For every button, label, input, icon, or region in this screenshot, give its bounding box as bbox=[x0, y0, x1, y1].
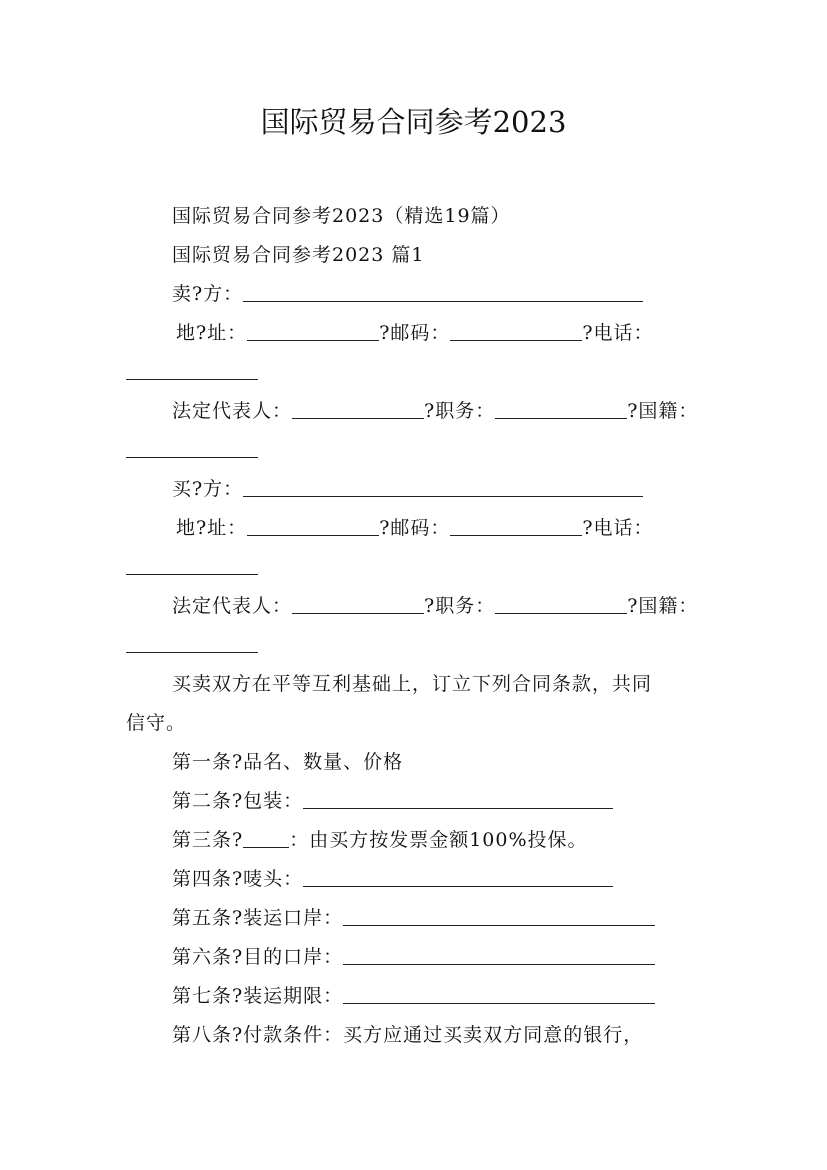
position-label: ?职务： bbox=[424, 595, 496, 617]
article-4-label: 第四条?唛头： bbox=[172, 868, 304, 890]
buyer-label: 买?方： bbox=[172, 478, 244, 500]
shipment-period-blank bbox=[343, 978, 655, 1004]
postcode-blank bbox=[450, 315, 582, 341]
subtitle: 国际贸易合同参考2023（精选19篇） bbox=[172, 205, 511, 227]
seller-phone-continuation bbox=[126, 353, 701, 392]
agreement-text-end: 信守。 bbox=[126, 712, 187, 734]
nationality-label: ?国籍： bbox=[627, 400, 699, 422]
rep-label: 法定代表人： bbox=[172, 595, 293, 617]
article-6 bbox=[126, 938, 701, 977]
article-3-suffix: ：由买方按发票金额100%投保。 bbox=[289, 829, 588, 851]
address-blank bbox=[247, 510, 379, 536]
marks-blank bbox=[303, 861, 613, 887]
buyer-blank bbox=[243, 471, 643, 497]
article-5-label: 第五条?装运口岸： bbox=[172, 907, 344, 929]
position-blank bbox=[495, 588, 627, 614]
postcode-blank bbox=[450, 510, 582, 536]
article-6-label: 第六条?目的口岸： bbox=[172, 946, 344, 968]
seller-nationality-continuation bbox=[126, 431, 701, 470]
rep-blank bbox=[292, 588, 424, 614]
nationality-blank bbox=[126, 432, 258, 458]
loading-port-blank bbox=[343, 900, 655, 926]
article-2 bbox=[126, 782, 701, 821]
destination-port-blank bbox=[343, 939, 655, 965]
nationality-blank bbox=[126, 627, 258, 653]
article-7-label: 第七条?装运期限： bbox=[172, 985, 344, 1007]
buyer-rep-line bbox=[126, 587, 701, 626]
article-1: 第一条?品名、数量、价格 bbox=[172, 751, 404, 773]
address-label: 地?址： bbox=[176, 322, 248, 344]
article-5 bbox=[126, 899, 701, 938]
phone-blank bbox=[126, 549, 258, 575]
postcode-label: ?邮码： bbox=[379, 517, 451, 539]
buyer-nationality-continuation bbox=[126, 626, 701, 665]
phone-label: ?电话： bbox=[582, 517, 654, 539]
postcode-label: ?邮码： bbox=[379, 322, 451, 344]
phone-label: ?电话： bbox=[582, 322, 654, 344]
document-body bbox=[126, 197, 701, 1055]
seller-line bbox=[126, 275, 701, 314]
address-label: 地?址： bbox=[176, 517, 248, 539]
article-8: 第八条?付款条件：买方应通过买卖双方同意的银行， bbox=[172, 1024, 644, 1046]
article-3 bbox=[126, 821, 701, 860]
buyer-address-line bbox=[126, 509, 701, 548]
document-title: 国际贸易合同参考2023 bbox=[260, 105, 567, 139]
article-3-prefix: 第三条? bbox=[172, 829, 244, 851]
address-blank bbox=[247, 315, 379, 341]
section-heading: 国际贸易合同参考2023 篇1 bbox=[172, 244, 425, 266]
article-4 bbox=[126, 860, 701, 899]
article-7 bbox=[126, 977, 701, 1016]
seller-label: 卖?方： bbox=[172, 283, 244, 305]
seller-address-line bbox=[126, 314, 701, 353]
packing-blank bbox=[303, 783, 613, 809]
position-label: ?职务： bbox=[424, 400, 496, 422]
nationality-label: ?国籍： bbox=[627, 595, 699, 617]
buyer-phone-continuation bbox=[126, 548, 701, 587]
article-2-label: 第二条?包装： bbox=[172, 790, 304, 812]
buyer-line bbox=[126, 470, 701, 509]
agreement-text: 买卖双方在平等互利基础上，订立下列合同条款，共同 bbox=[172, 673, 653, 695]
rep-blank bbox=[292, 393, 424, 419]
insurance-blank bbox=[243, 822, 289, 848]
rep-label: 法定代表人： bbox=[172, 400, 293, 422]
position-blank bbox=[495, 393, 627, 419]
phone-blank bbox=[126, 354, 258, 380]
seller-rep-line bbox=[126, 392, 701, 431]
seller-blank bbox=[243, 276, 643, 302]
